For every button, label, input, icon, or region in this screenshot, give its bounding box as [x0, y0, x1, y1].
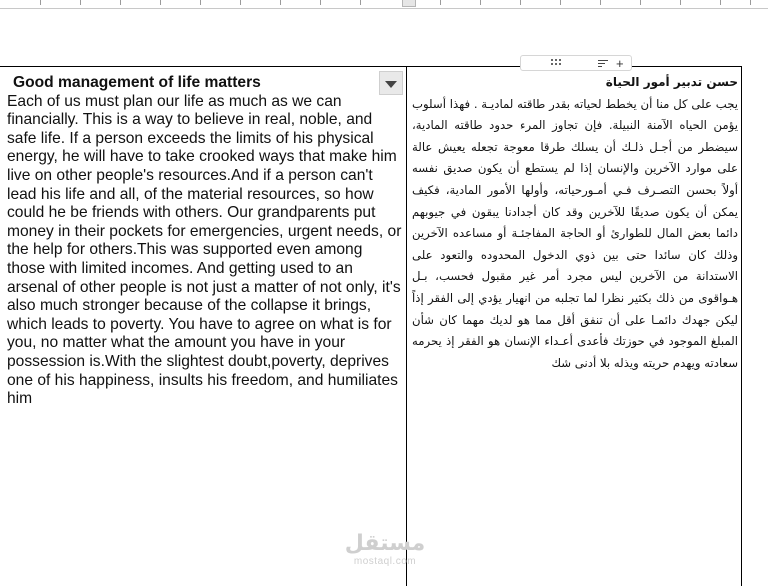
arabic-title: حسن تدبير أمور الحياة	[605, 75, 738, 89]
ruler-tick	[160, 0, 161, 5]
ruler-tick	[320, 0, 321, 5]
ruler-tick	[200, 0, 201, 5]
ruler-tick	[640, 0, 641, 5]
chevron-down-icon	[385, 81, 397, 88]
watermark	[335, 532, 435, 568]
table-cell-english[interactable]	[7, 74, 403, 409]
english-body: Each of us must plan our life as much as we can financially. This is a way to believe in real, noble, and safe life. If a person exceeds the limits of his physical energy, he will have to take crooked ways that make him live on other people's resources.And if a person can't lead his life and all, of the material resources, so how could he be friends with others. Our grandparents put money in their pockets for emergencies, urgent needs, or the help for others.This was supported even among those with limited incomes. And getting used to an arsenal of other people is not just a matter of not only, it's also much stronger because of the collapse it brings, which leads to poverty. You have to agree on what is for you, no matter what the amount you have in your possession is.With the slightest doubt,poverty, deprives one of his happiness, insults his freedom, and humiliates him	[7, 92, 402, 408]
ruler-tick	[40, 0, 41, 5]
table-cell-arabic[interactable]	[412, 72, 738, 374]
ruler-tick	[560, 0, 561, 5]
ruler-tick	[440, 0, 441, 5]
drag-handle-icon[interactable]	[551, 59, 563, 68]
table-mini-toolbar	[520, 55, 632, 71]
ruler-tick	[480, 0, 481, 5]
ruler-tick	[120, 0, 121, 5]
watermark-latin: mostaql.com	[353, 556, 417, 567]
ruler-tick	[750, 0, 751, 5]
arabic-body: يجب على كل منا أن يخطط لحياته بقدر طاقته لماديـة . فهذا أسلوب يؤمن الحياه الآمنة النبيلة. فإن تجاوز المرء حدود طاقته المادية، سيضطر من أجـل ذلـك أن يسلك طرقا معوجة تجعله يعيش عالة على موارد الآخرين والإنسان إذا لم يستطع أن يكون صديق نفسه أولاً بحسن التصـرف فـي أمـورحياته، وأولها الأمور المادية، فكيف يمكن أن يكون صديقًا للآخرين وقد كان أجدادنا يبقون في جيوبهم دائما بعض المال للطوارئ أو الحاجة المفاجئـة أو مساعده الآخرين وذلك كان سائدا حتى بين ذوي الدخول المحدوده والتعود على الاستدانة من الآخرين ليس مجرد أمر غير مقبول فحسب، بـل هـواقوى من ذلك بكثير نظرا لما تجلبه من انهيار يؤدي إلى الفقر إذاً ليكن جهدك دائمـا على أن تنفق أقل مما هو لديك مهما كان شأن المبلغ الموجود في حوزتك فأعدى أعـداء الإنسان هو الفقر إذ يحرمه سعادته ويهدم حريته ويذله بلا أدنى شك	[412, 96, 738, 370]
ruler-tick	[80, 0, 81, 5]
ruler-tick	[720, 0, 721, 5]
ruler-tick	[360, 0, 361, 5]
watermark-arabic: مستقل	[344, 531, 426, 556]
table-column-divider[interactable]	[406, 66, 407, 586]
ruler-tick	[520, 0, 521, 5]
plus-icon[interactable]: +	[616, 56, 624, 71]
ruler-tick	[600, 0, 601, 5]
ruler	[0, 0, 768, 9]
ruler-indent-marker[interactable]	[402, 0, 416, 7]
table-right-border[interactable]	[741, 66, 742, 586]
ruler-tick	[280, 0, 281, 5]
cell-dropdown-button[interactable]	[379, 71, 403, 95]
lines-icon[interactable]	[598, 60, 608, 68]
english-title: Good management of life matters	[13, 74, 261, 91]
ruler-tick	[240, 0, 241, 5]
ruler-tick	[680, 0, 681, 5]
